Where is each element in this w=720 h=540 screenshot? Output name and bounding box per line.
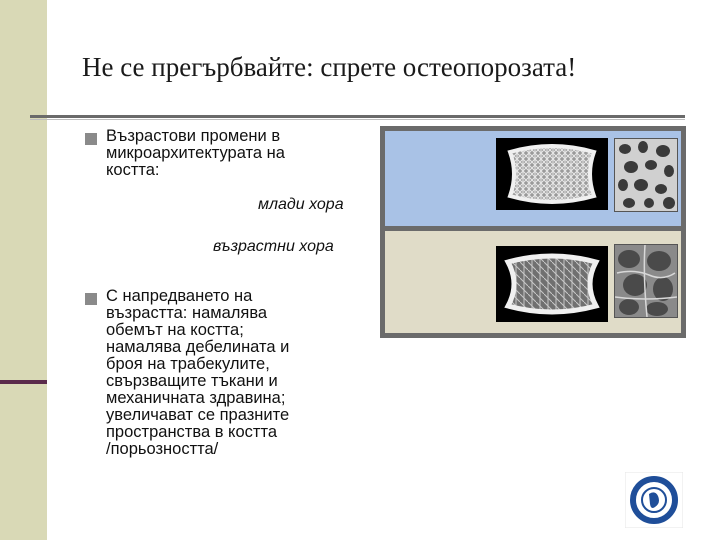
old-vertebra-image: [496, 246, 608, 322]
title-underline-thin: [30, 119, 685, 120]
bullet-line: С напредването на: [106, 287, 253, 305]
bullet-line: възрастта: намалява: [106, 304, 268, 322]
bullet-line: костта:: [106, 161, 160, 179]
title-underline: [30, 115, 685, 118]
bullet-line: намалява дебелината и: [106, 338, 290, 356]
bullet-line: микроархитектурата на: [106, 144, 285, 162]
left-band-accent: [0, 380, 47, 384]
bullet-line: увеличават се празните: [106, 406, 290, 424]
label-old: възрастни хора: [213, 238, 334, 255]
young-vertebra-image: [496, 138, 608, 210]
young-trabecular-image: [614, 138, 678, 212]
bullet-line: /порьозността/: [106, 440, 219, 458]
bullet-line: обемът на костта;: [106, 321, 244, 339]
bullet-age-changes: [106, 128, 285, 179]
square-bullet-icon: [85, 293, 97, 305]
old-trabecular-image: [614, 244, 678, 318]
square-bullet-icon: [85, 133, 97, 145]
bullet-line: Възрастови промени в: [106, 127, 281, 145]
slide-title: Не се прегърбвайте: спрете остеопорозата!: [82, 52, 577, 82]
bullet-line: свързващите тъкани и: [106, 372, 278, 390]
label-young: млади хора: [258, 196, 344, 213]
left-decor-band: [0, 0, 47, 540]
bullet-line: пространства в костта: [106, 423, 277, 441]
bullet-line: механичната здравина;: [106, 389, 286, 407]
bullet-line: броя на трабекулите,: [106, 355, 270, 373]
osteoporosis-foundation-logo: [625, 472, 683, 528]
bullet-aging-effects: [106, 288, 289, 458]
